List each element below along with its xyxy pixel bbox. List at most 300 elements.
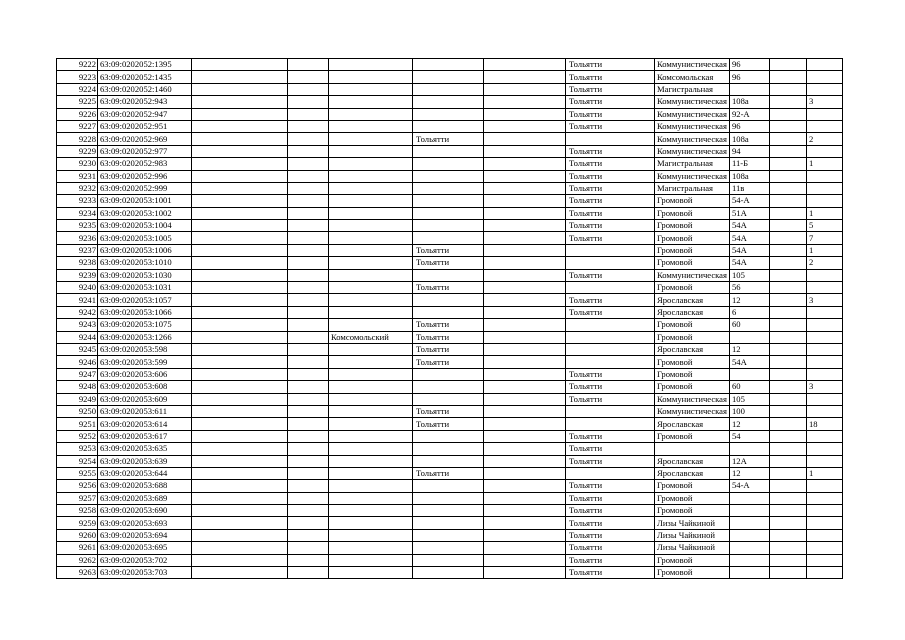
row-number: 9242 xyxy=(57,306,98,318)
apartment-cell xyxy=(806,170,842,182)
house-cell: 54А xyxy=(729,257,769,269)
empty-cell xyxy=(192,244,288,256)
apartment-cell xyxy=(806,120,842,132)
apartment-cell xyxy=(806,331,842,343)
empty-cell xyxy=(484,83,566,95)
district-cell xyxy=(329,269,413,281)
empty-cell xyxy=(484,220,566,232)
settlement-cell xyxy=(566,319,655,331)
empty-cell xyxy=(288,170,329,182)
empty-cell xyxy=(769,145,806,157)
empty-cell xyxy=(288,455,329,467)
empty-cell xyxy=(192,430,288,442)
empty-cell xyxy=(288,319,329,331)
empty-cell xyxy=(192,505,288,517)
district-cell xyxy=(329,195,413,207)
empty-cell xyxy=(769,319,806,331)
district-cell xyxy=(329,96,413,108)
district-cell xyxy=(329,244,413,256)
row-number: 9246 xyxy=(57,356,98,368)
cadastral-number: 63:09:0202053:1002 xyxy=(98,207,192,219)
empty-cell xyxy=(769,220,806,232)
table-row xyxy=(57,207,843,219)
city-cell xyxy=(413,381,484,393)
empty-cell xyxy=(192,282,288,294)
city-cell xyxy=(413,306,484,318)
empty-cell xyxy=(288,381,329,393)
apartment-cell xyxy=(806,443,842,455)
empty-cell xyxy=(288,430,329,442)
district-cell xyxy=(329,71,413,83)
district-cell xyxy=(329,529,413,541)
cadastral-number: 63:09:0202053:688 xyxy=(98,480,192,492)
city-cell: Тольятти xyxy=(413,405,484,417)
empty-cell xyxy=(192,269,288,281)
house-cell: 12 xyxy=(729,467,769,479)
apartment-cell: 3 xyxy=(806,294,842,306)
empty-cell xyxy=(769,71,806,83)
table-row xyxy=(57,393,843,405)
city-cell xyxy=(413,492,484,504)
city-cell: Тольятти xyxy=(413,244,484,256)
empty-cell xyxy=(192,96,288,108)
settlement-cell xyxy=(566,405,655,417)
row-number: 9261 xyxy=(57,542,98,554)
cadastral-number: 63:09:0202053:1030 xyxy=(98,269,192,281)
district-cell xyxy=(329,294,413,306)
city-cell xyxy=(413,96,484,108)
empty-cell xyxy=(484,232,566,244)
apartment-cell xyxy=(806,430,842,442)
cadastral-number: 63:09:0202053:1010 xyxy=(98,257,192,269)
row-number: 9247 xyxy=(57,368,98,380)
table-row xyxy=(57,71,843,83)
empty-cell xyxy=(484,145,566,157)
empty-cell xyxy=(769,343,806,355)
house-cell: 12А xyxy=(729,455,769,467)
house-cell xyxy=(729,529,769,541)
house-cell: 96 xyxy=(729,59,769,71)
row-number: 9235 xyxy=(57,220,98,232)
empty-cell xyxy=(288,71,329,83)
empty-cell xyxy=(484,467,566,479)
settlement-cell: Тольятти xyxy=(566,145,655,157)
empty-cell xyxy=(192,319,288,331)
empty-cell xyxy=(484,430,566,442)
apartment-cell: 2 xyxy=(806,133,842,145)
street-cell: Громовой xyxy=(655,195,730,207)
house-cell: 94 xyxy=(729,145,769,157)
empty-cell xyxy=(192,529,288,541)
empty-cell xyxy=(484,405,566,417)
empty-cell xyxy=(484,244,566,256)
cadastral-number: 63:09:0202052:969 xyxy=(98,133,192,145)
row-number: 9224 xyxy=(57,83,98,95)
cadastral-number: 63:09:0202053:1031 xyxy=(98,282,192,294)
settlement-cell: Тольятти xyxy=(566,96,655,108)
empty-cell xyxy=(769,381,806,393)
city-cell xyxy=(413,455,484,467)
cadastral-number: 63:09:0202053:695 xyxy=(98,542,192,554)
row-number: 9230 xyxy=(57,158,98,170)
table-row xyxy=(57,554,843,566)
settlement-cell: Тольятти xyxy=(566,505,655,517)
row-number: 9238 xyxy=(57,257,98,269)
settlement-cell: Тольятти xyxy=(566,517,655,529)
empty-cell xyxy=(192,195,288,207)
table-row xyxy=(57,269,843,281)
street-cell: Лизы Чайкиной xyxy=(655,542,730,554)
table-row xyxy=(57,133,843,145)
cadastral-number: 63:09:0202053:1005 xyxy=(98,232,192,244)
empty-cell xyxy=(288,467,329,479)
empty-cell xyxy=(192,257,288,269)
district-cell xyxy=(329,393,413,405)
row-number: 9255 xyxy=(57,467,98,479)
street-cell: Ярославская xyxy=(655,467,730,479)
empty-cell xyxy=(192,120,288,132)
empty-cell xyxy=(769,467,806,479)
cadastral-number: 63:09:0202052:951 xyxy=(98,120,192,132)
apartment-cell xyxy=(806,306,842,318)
table-row xyxy=(57,517,843,529)
empty-cell xyxy=(192,207,288,219)
table-row xyxy=(57,480,843,492)
empty-cell xyxy=(192,145,288,157)
district-cell xyxy=(329,467,413,479)
cadastral-number: 63:09:0202053:1266 xyxy=(98,331,192,343)
table-row xyxy=(57,542,843,554)
row-number: 9239 xyxy=(57,269,98,281)
empty-cell xyxy=(484,158,566,170)
empty-cell xyxy=(769,269,806,281)
empty-cell xyxy=(192,294,288,306)
district-cell xyxy=(329,492,413,504)
empty-cell xyxy=(288,356,329,368)
city-cell xyxy=(413,554,484,566)
district-cell xyxy=(329,83,413,95)
settlement-cell: Тольятти xyxy=(566,430,655,442)
row-number: 9227 xyxy=(57,120,98,132)
empty-cell xyxy=(484,120,566,132)
empty-cell xyxy=(484,195,566,207)
city-cell xyxy=(413,430,484,442)
settlement-cell: Тольятти xyxy=(566,220,655,232)
empty-cell xyxy=(288,220,329,232)
empty-cell xyxy=(484,554,566,566)
row-number: 9241 xyxy=(57,294,98,306)
cadastral-number: 63:09:0202052:1435 xyxy=(98,71,192,83)
empty-cell xyxy=(288,517,329,529)
table-row xyxy=(57,145,843,157)
district-cell xyxy=(329,480,413,492)
district-cell xyxy=(329,356,413,368)
apartment-cell: 3 xyxy=(806,381,842,393)
settlement-cell: Тольятти xyxy=(566,232,655,244)
district-cell xyxy=(329,505,413,517)
city-cell: Тольятти xyxy=(413,133,484,145)
row-number: 9243 xyxy=(57,319,98,331)
street-cell: Коммунистическая xyxy=(655,393,730,405)
empty-cell xyxy=(484,294,566,306)
row-number: 9234 xyxy=(57,207,98,219)
district-cell xyxy=(329,108,413,120)
empty-cell xyxy=(288,120,329,132)
city-cell: Тольятти xyxy=(413,356,484,368)
empty-cell xyxy=(769,405,806,417)
empty-cell xyxy=(769,96,806,108)
empty-cell xyxy=(769,244,806,256)
settlement-cell xyxy=(566,282,655,294)
city-cell xyxy=(413,505,484,517)
house-cell: 96 xyxy=(729,120,769,132)
house-cell: 108а xyxy=(729,170,769,182)
cadastral-number: 63:09:0202053:1075 xyxy=(98,319,192,331)
street-cell: Ярославская xyxy=(655,306,730,318)
house-cell xyxy=(729,554,769,566)
house-cell: 96 xyxy=(729,71,769,83)
table-row xyxy=(57,319,843,331)
settlement-cell: Тольятти xyxy=(566,455,655,467)
settlement-cell: Тольятти xyxy=(566,108,655,120)
empty-cell xyxy=(484,306,566,318)
row-number: 9262 xyxy=(57,554,98,566)
apartment-cell xyxy=(806,529,842,541)
street-cell xyxy=(655,443,730,455)
settlement-cell xyxy=(566,133,655,145)
street-cell: Громовой xyxy=(655,220,730,232)
district-cell xyxy=(329,343,413,355)
house-cell xyxy=(729,517,769,529)
empty-cell xyxy=(288,343,329,355)
settlement-cell: Тольятти xyxy=(566,182,655,194)
settlement-cell: Тольятти xyxy=(566,368,655,380)
empty-cell xyxy=(484,381,566,393)
empty-cell xyxy=(769,232,806,244)
empty-cell xyxy=(192,455,288,467)
empty-cell xyxy=(769,443,806,455)
empty-cell xyxy=(484,393,566,405)
table-row xyxy=(57,381,843,393)
empty-cell xyxy=(484,542,566,554)
cadastral-number: 63:09:0202053:639 xyxy=(98,455,192,467)
table-row xyxy=(57,505,843,517)
street-cell: Громовой xyxy=(655,207,730,219)
table-row xyxy=(57,455,843,467)
cadastral-number: 63:09:0202053:599 xyxy=(98,356,192,368)
cadastral-number: 63:09:0202052:1395 xyxy=(98,59,192,71)
cadastral-number: 63:09:0202053:611 xyxy=(98,405,192,417)
row-number: 9229 xyxy=(57,145,98,157)
cadastral-number: 63:09:0202053:617 xyxy=(98,430,192,442)
empty-cell xyxy=(484,418,566,430)
house-cell: 11в xyxy=(729,182,769,194)
apartment-cell xyxy=(806,492,842,504)
empty-cell xyxy=(288,405,329,417)
street-cell: Громовой xyxy=(655,331,730,343)
empty-cell xyxy=(484,182,566,194)
house-cell xyxy=(729,443,769,455)
district-cell xyxy=(329,319,413,331)
cadastral-number: 63:09:0202052:983 xyxy=(98,158,192,170)
table-row xyxy=(57,59,843,71)
street-cell: Громовой xyxy=(655,368,730,380)
empty-cell xyxy=(484,282,566,294)
table-row xyxy=(57,120,843,132)
empty-cell xyxy=(192,356,288,368)
street-cell: Громовой xyxy=(655,319,730,331)
street-cell: Магистральная xyxy=(655,182,730,194)
empty-cell xyxy=(769,282,806,294)
empty-cell xyxy=(769,356,806,368)
settlement-cell: Тольятти xyxy=(566,480,655,492)
house-cell: 60 xyxy=(729,381,769,393)
settlement-cell: Тольятти xyxy=(566,83,655,95)
empty-cell xyxy=(288,182,329,194)
cadastral-number: 63:09:0202053:690 xyxy=(98,505,192,517)
empty-cell xyxy=(192,542,288,554)
apartment-cell: 1 xyxy=(806,244,842,256)
empty-cell xyxy=(192,108,288,120)
apartment-cell: 1 xyxy=(806,467,842,479)
table-row xyxy=(57,232,843,244)
street-cell: Магистральная xyxy=(655,83,730,95)
row-number: 9257 xyxy=(57,492,98,504)
apartment-cell: 2 xyxy=(806,257,842,269)
empty-cell xyxy=(769,542,806,554)
table-row xyxy=(57,220,843,232)
row-number: 9237 xyxy=(57,244,98,256)
cadastral-number: 63:09:0202053:608 xyxy=(98,381,192,393)
empty-cell xyxy=(288,232,329,244)
city-cell xyxy=(413,232,484,244)
street-cell: Комсомольская xyxy=(655,71,730,83)
empty-cell xyxy=(484,96,566,108)
row-number: 9250 xyxy=(57,405,98,417)
settlement-cell: Тольятти xyxy=(566,529,655,541)
empty-cell xyxy=(288,492,329,504)
empty-cell xyxy=(288,269,329,281)
empty-cell xyxy=(769,455,806,467)
house-cell: 54А xyxy=(729,356,769,368)
district-cell xyxy=(329,120,413,132)
street-cell: Коммунистическая xyxy=(655,269,730,281)
row-number: 9254 xyxy=(57,455,98,467)
apartment-cell: 18 xyxy=(806,418,842,430)
apartment-cell xyxy=(806,319,842,331)
empty-cell xyxy=(769,59,806,71)
house-cell: 54А xyxy=(729,220,769,232)
district-cell xyxy=(329,430,413,442)
row-number: 9223 xyxy=(57,71,98,83)
city-cell xyxy=(413,182,484,194)
empty-cell xyxy=(288,158,329,170)
empty-cell xyxy=(484,480,566,492)
city-cell xyxy=(413,529,484,541)
empty-cell xyxy=(769,158,806,170)
table-row xyxy=(57,244,843,256)
apartment-cell xyxy=(806,145,842,157)
empty-cell xyxy=(769,393,806,405)
settlement-cell: Тольятти xyxy=(566,542,655,554)
apartment-cell xyxy=(806,71,842,83)
street-cell: Громовой xyxy=(655,356,730,368)
house-cell: 108а xyxy=(729,133,769,145)
empty-cell xyxy=(769,83,806,95)
table-row xyxy=(57,492,843,504)
city-cell xyxy=(413,269,484,281)
table-row xyxy=(57,343,843,355)
empty-cell xyxy=(769,294,806,306)
house-cell: 100 xyxy=(729,405,769,417)
empty-cell xyxy=(484,567,566,579)
empty-cell xyxy=(192,182,288,194)
table-row xyxy=(57,96,843,108)
street-cell: Громовой xyxy=(655,257,730,269)
row-number: 9245 xyxy=(57,343,98,355)
empty-cell xyxy=(288,294,329,306)
cadastral-number: 63:09:0202052:947 xyxy=(98,108,192,120)
empty-cell xyxy=(192,517,288,529)
row-number: 9233 xyxy=(57,195,98,207)
apartment-cell xyxy=(806,554,842,566)
settlement-cell xyxy=(566,331,655,343)
cadastral-number: 63:09:0202053:703 xyxy=(98,567,192,579)
empty-cell xyxy=(288,96,329,108)
city-cell xyxy=(413,83,484,95)
empty-cell xyxy=(484,443,566,455)
district-cell xyxy=(329,542,413,554)
house-cell xyxy=(729,542,769,554)
empty-cell xyxy=(192,170,288,182)
house-cell: 51А xyxy=(729,207,769,219)
empty-cell xyxy=(288,331,329,343)
row-number: 9253 xyxy=(57,443,98,455)
settlement-cell xyxy=(566,467,655,479)
city-cell xyxy=(413,517,484,529)
empty-cell xyxy=(769,505,806,517)
empty-cell xyxy=(288,257,329,269)
apartment-cell: 5 xyxy=(806,220,842,232)
settlement-cell: Тольятти xyxy=(566,120,655,132)
empty-cell xyxy=(192,467,288,479)
empty-cell xyxy=(192,492,288,504)
empty-cell xyxy=(192,443,288,455)
apartment-cell: 7 xyxy=(806,232,842,244)
empty-cell xyxy=(769,517,806,529)
city-cell: Тольятти xyxy=(413,257,484,269)
settlement-cell: Тольятти xyxy=(566,170,655,182)
row-number: 9249 xyxy=(57,393,98,405)
table-row xyxy=(57,467,843,479)
apartment-cell xyxy=(806,83,842,95)
empty-cell xyxy=(484,517,566,529)
street-cell: Коммунистическая xyxy=(655,133,730,145)
city-cell xyxy=(413,220,484,232)
house-cell: 54-А xyxy=(729,480,769,492)
empty-cell xyxy=(192,480,288,492)
table-row xyxy=(57,529,843,541)
empty-cell xyxy=(288,443,329,455)
empty-cell xyxy=(288,59,329,71)
district-cell xyxy=(329,554,413,566)
table-row xyxy=(57,83,843,95)
empty-cell xyxy=(769,306,806,318)
row-number: 9260 xyxy=(57,529,98,541)
empty-cell xyxy=(769,257,806,269)
row-number: 9256 xyxy=(57,480,98,492)
city-cell xyxy=(413,567,484,579)
